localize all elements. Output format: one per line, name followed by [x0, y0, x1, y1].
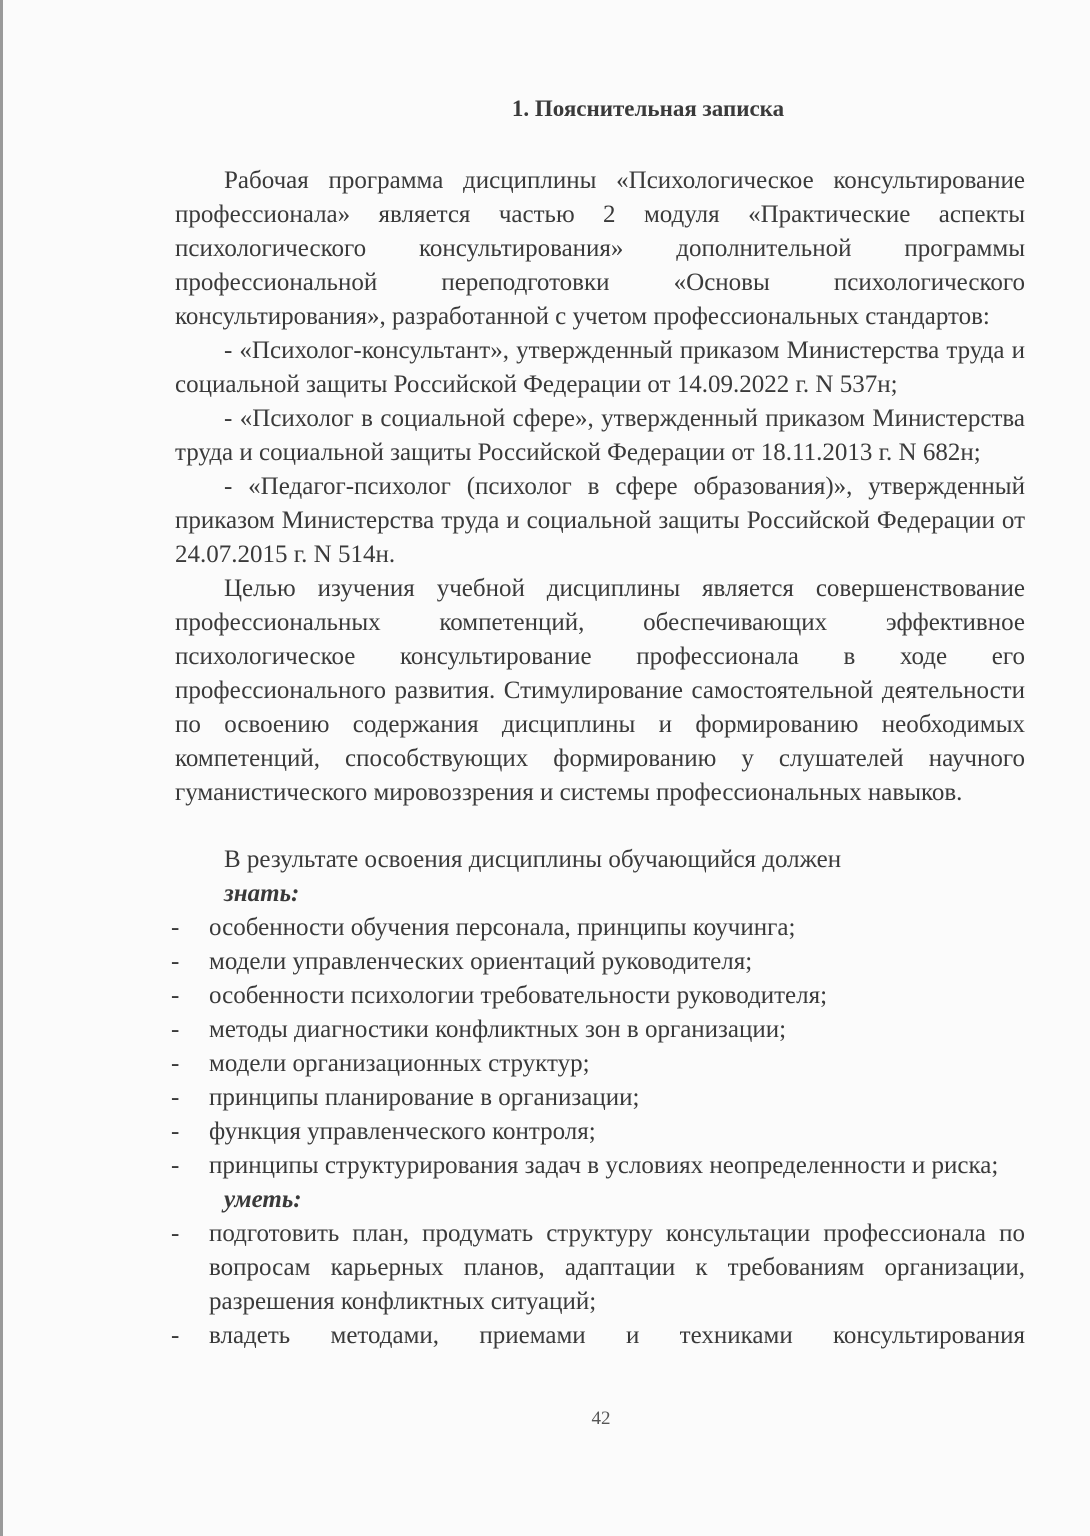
know-list	[171, 911, 1025, 1183]
list-item	[171, 1115, 1025, 1149]
list-item-text: подготовить план, продумать структуру консультации профессионала по вопросам карьерных планов, адаптации к требованиям организации, разрешения конфликтных ситуаций;	[209, 1220, 1025, 1315]
list-item-text: методы диагностики конфликтных зон в организации;	[209, 1016, 787, 1043]
dash-marker: -	[171, 948, 180, 975]
list-item	[171, 1047, 1025, 1081]
list-item-text: функция управленческого контроля;	[209, 1118, 596, 1145]
standard-item: - «Психолог в социальной сфере», утвержденный приказом Министерства труда и социальной защиты Российской Федерации от 18.11.2013 г. N 682н;	[175, 405, 1025, 466]
list-item-text: принципы планирование в организации;	[209, 1084, 640, 1111]
list-item	[171, 1319, 1025, 1353]
spacer	[175, 810, 1025, 843]
list-item-text: принципы структурирования задач в условиях неопределенности и риска;	[209, 1152, 999, 1179]
list-item-text: модели управленческих ориентаций руководителя;	[209, 948, 753, 975]
list-item-text: особенности обучения персонала, принципы коучинга;	[209, 914, 796, 941]
dash-marker: -	[171, 1016, 180, 1043]
list-item	[171, 1149, 1025, 1183]
can-list	[171, 1217, 1025, 1353]
know-heading: знать:	[224, 880, 300, 907]
results-intro: В результате освоения дисциплины обучающийся должен	[224, 846, 842, 873]
list-item-text: особенности психологии требовательности руководителя;	[209, 982, 828, 1009]
dash-marker: -	[171, 1118, 180, 1145]
section-title: 1. Пояснительная записка	[511, 96, 785, 121]
list-item	[171, 1217, 1025, 1319]
standard-item: - «Педагог-психолог (психолог в сфере образования)», утвержденный приказом Министерства труда и социальной защиты Российской Федерации от 24.07.2015 г. N 514н.	[175, 473, 1025, 568]
standard-item: - «Психолог-консультант», утвержденный приказом Министерства труда и социальной защиты Российской Федерации от 14.09.2022 г. N 537н;	[175, 337, 1025, 398]
list-item	[171, 1013, 1025, 1047]
dash-marker: -	[171, 1084, 180, 1111]
list-item-text: модели организационных структур;	[209, 1050, 590, 1077]
goal-paragraph: Целью изучения учебной дисциплины является совершенствование профессиональных компетенций, обеспечивающих эффективное психологическое консультирование профессионала в ходе его профессионального развития. Стимулирование самостоятельной деятельности по освоению содержания дисциплины и формированию необходимых компетенций, способствующих формированию у слушателей научного гуманистического мировоззрения и системы профессиональных навыков.	[175, 575, 1025, 806]
dash-marker: -	[171, 914, 180, 941]
dash-marker: -	[171, 1322, 180, 1349]
dash-marker: -	[171, 1220, 180, 1247]
dash-marker: -	[171, 1152, 180, 1179]
list-item	[171, 911, 1025, 945]
list-item-text: владеть методами, приемами и техниками консультирования	[209, 1322, 1025, 1349]
page-number: 42	[591, 1408, 611, 1429]
dash-marker: -	[171, 1050, 180, 1077]
list-item	[171, 945, 1025, 979]
intro-paragraph: Рабочая программа дисциплины «Психологическое консультирование профессионала» является частью 2 модуля «Практические аспекты психологического консультирования» дополнительной программы профессиональной переподготовки «Основы психологического консультирования», разработанной с учетом профессиональных стандартов:	[175, 167, 1025, 330]
list-item	[171, 1081, 1025, 1115]
can-heading: уметь:	[224, 1186, 302, 1213]
dash-marker: -	[171, 982, 180, 1009]
list-item	[171, 979, 1025, 1013]
document-body	[171, 92, 1025, 1353]
